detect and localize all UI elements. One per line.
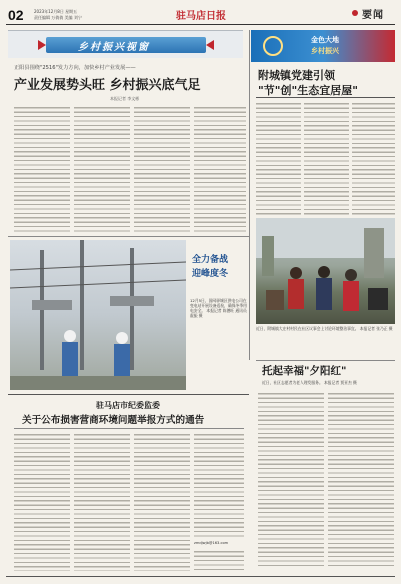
lead-kicker: 正阳县围绕"2516"发力方向，加快乡村产业发展—— (14, 65, 136, 71)
right-headline-1: 附城镇党建引领 (258, 69, 335, 82)
banner-right-icon (206, 40, 214, 50)
notice-body-col2 (74, 431, 130, 571)
notice-body-col4 (194, 431, 244, 539)
notice-body-col1 (14, 431, 70, 571)
community-photo (256, 218, 395, 324)
substation-photo-scene (10, 240, 186, 390)
photo-story-title-2: 迎峰度冬 (192, 269, 229, 279)
lead-headline: 产业发展势头旺 乡村振兴底气足 (14, 78, 201, 93)
feature-top-rule (256, 360, 395, 361)
feature-caption: 近日，社区志愿者为老人理发服务。 本报记者 贾亚杰 摄 (262, 380, 357, 385)
rural-banner (8, 30, 243, 58)
date-line: 2023年12月8日 星期五 (34, 9, 78, 14)
notice-headline-rule (14, 428, 244, 429)
rural-badge-image (251, 30, 395, 62)
banner-title: 乡村振兴视窗 (78, 42, 150, 53)
right-headline-2: "节"创"生态宜居屋" (258, 84, 358, 97)
lead-body-col4 (194, 104, 246, 234)
section-divider-icon (352, 10, 358, 16)
masthead-rule (6, 24, 395, 25)
mid-rule (8, 236, 249, 237)
badge-line2: 乡村振兴 (311, 47, 339, 55)
notice-body-col3 (134, 431, 190, 571)
notice-org: 驻马店市纪委监委 (96, 400, 160, 410)
right-body-col2 (304, 100, 349, 216)
notice-headline: 关于公布损害营商环境问题举报方式的通告 (22, 415, 205, 426)
section-title: 要闻 (362, 10, 384, 21)
paper-name: 驻马店日报 (176, 11, 226, 22)
feature-body-col2 (328, 390, 394, 568)
lead-body-col1 (14, 104, 70, 234)
right-body-col1 (256, 100, 301, 216)
notice-email: zmdjwjb@163.com (194, 541, 229, 545)
lead-byline: 本报记者 李文彬 (110, 96, 140, 101)
lead-body-col2 (74, 104, 130, 234)
editor-line: 责任编辑 万倩倩 美编 刘宁 (34, 15, 82, 20)
page-number: 02 (8, 7, 24, 23)
lead-body-col3 (134, 104, 190, 234)
notice-top-rule (8, 394, 249, 395)
substation-photo (10, 240, 186, 390)
notice-body-col4-tail (194, 548, 244, 571)
bottom-rule (6, 576, 395, 577)
right-body-col3 (352, 100, 395, 216)
photo-story-caption: 12月5日，国网驿城区供电公司在变电站开展设备巡检，确保冬季用电安全。 本报记者 陈德旺 通讯员 霍振 摄 (190, 298, 247, 318)
column-rule-vertical (249, 30, 250, 360)
feature-headline: 托起幸福"夕阳红" (262, 365, 347, 377)
badge-emblem-icon (263, 36, 283, 56)
banner-left-icon (38, 40, 46, 50)
badge-line1: 金色大地 (311, 36, 339, 44)
photo-story-title-1: 全力备战 (192, 255, 229, 265)
feature-body-col1 (258, 390, 324, 568)
right-headline-rule (256, 97, 395, 98)
masthead (0, 0, 401, 30)
community-caption: 近日，附城镇大庄村村民在社区议事会上讨论环境整治事宜。 本报记者 张乃正 摄 (256, 326, 393, 331)
community-photo-scene (256, 218, 395, 324)
